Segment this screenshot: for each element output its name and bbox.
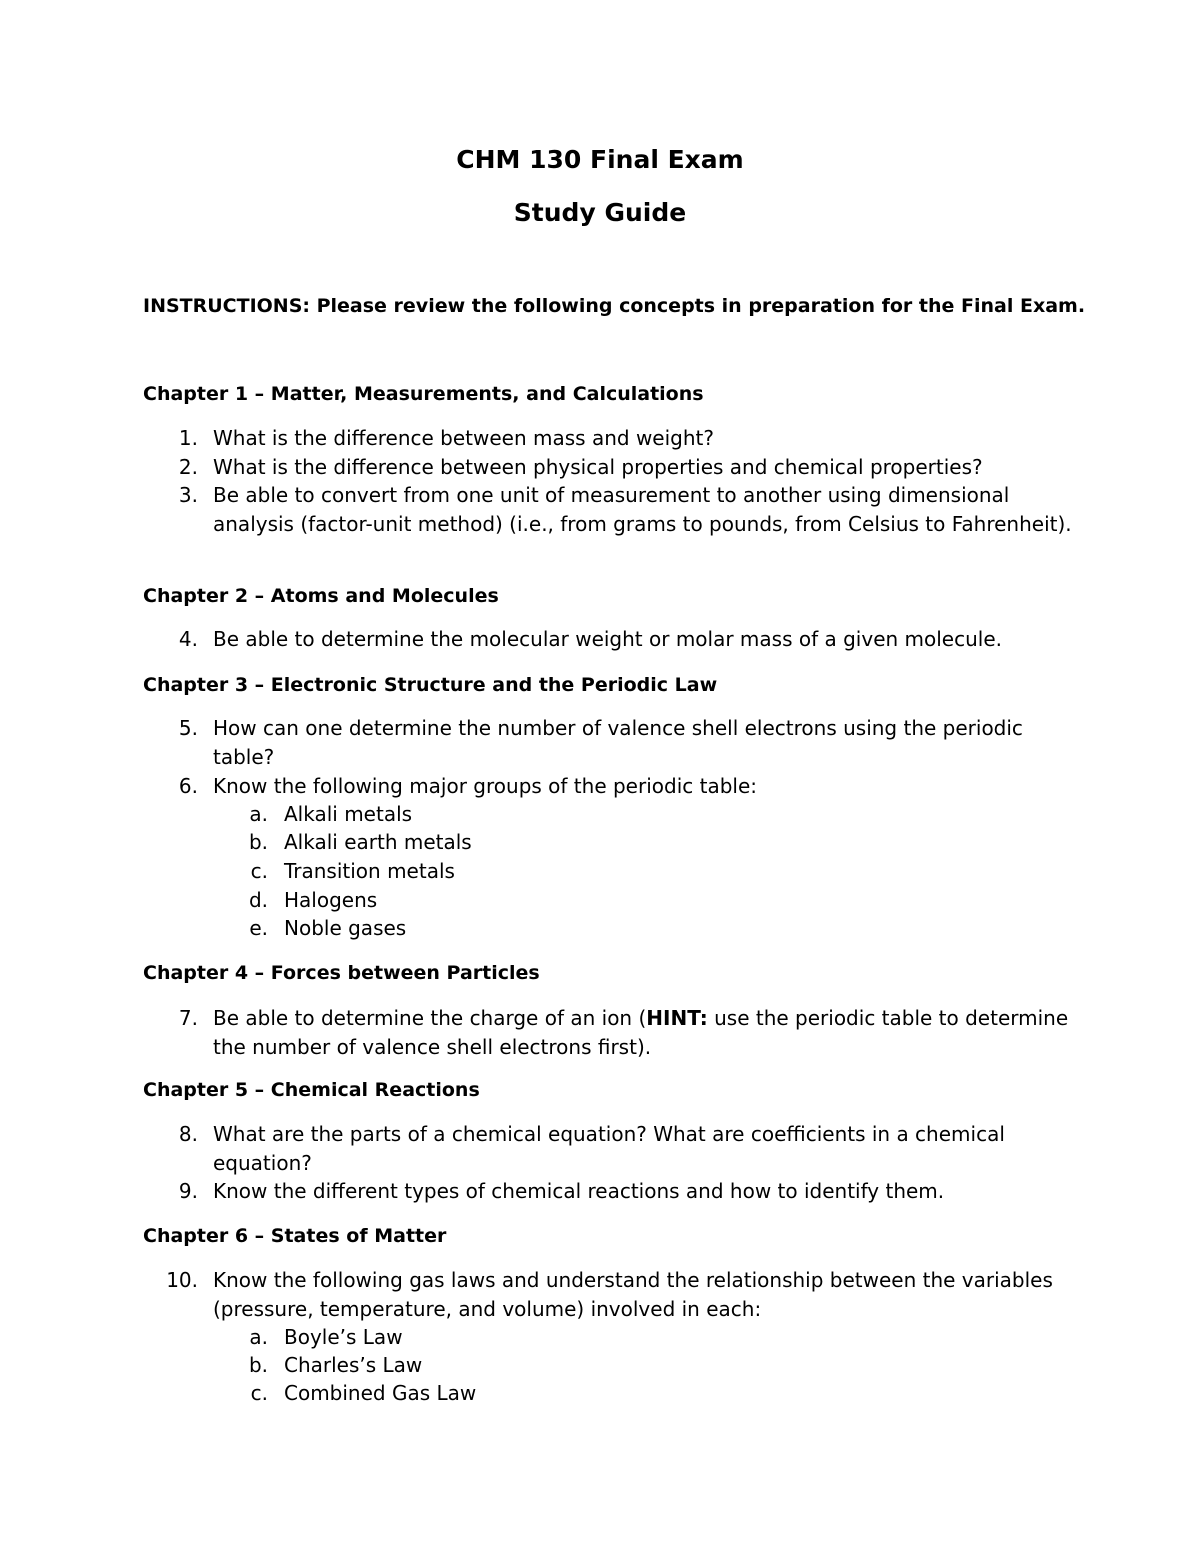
item-number: 4. xyxy=(178,627,198,651)
item-text-after-hint: use the periodic table to determine the number of valence shell electrons first). xyxy=(213,1006,1069,1059)
list-item xyxy=(0,625,1100,654)
instructions-text: INSTRUCTIONS: Please review the following concepts in preparation for the Final Exam. xyxy=(143,295,1086,317)
sub-list-item xyxy=(0,1323,900,1352)
list-item xyxy=(0,1177,1100,1206)
sub-list-item xyxy=(0,828,900,857)
item-text: What are the parts of a chemical equation? What are coefficients in a chemical equation? xyxy=(213,1122,1005,1175)
list-item xyxy=(0,481,1100,538)
list-item xyxy=(0,1266,1100,1323)
document-title: CHM 130 Final Exam xyxy=(456,145,744,174)
chapter-2-heading: Chapter 2 – Atoms and Molecules xyxy=(143,585,499,607)
item-number: 5. xyxy=(178,716,198,740)
item-text: Know the following major groups of the periodic table: xyxy=(213,774,757,798)
item-number: 3. xyxy=(178,483,198,507)
chapter-1-heading: Chapter 1 – Matter, Measurements, and Calculations xyxy=(143,383,704,405)
sub-list-item xyxy=(0,857,900,886)
sub-item-text: Alkali earth metals xyxy=(284,830,472,854)
sub-item-letter: a. xyxy=(249,802,268,826)
list-item xyxy=(0,453,1100,482)
item-text: Be able to determine the molecular weight or molar mass of a given molecule. xyxy=(213,627,1003,651)
item-text: Be able to convert from one unit of measurement to another using dimensional analysis (factor-unit method) (i.e., from grams to pounds, from Celsius to Fahrenheit). xyxy=(213,483,1072,536)
sub-list-item xyxy=(0,886,900,915)
sub-item-text: Transition metals xyxy=(284,859,455,883)
item-number: 10. xyxy=(166,1268,198,1292)
list-item xyxy=(0,772,1100,801)
item-text: What is the difference between mass and weight? xyxy=(213,426,714,450)
item-text-before-hint: Be able to determine the charge of an ion ( xyxy=(213,1006,647,1030)
document-subtitle: Study Guide xyxy=(513,198,687,227)
sub-item-text: Boyle’s Law xyxy=(284,1325,403,1349)
chapter-5-heading: Chapter 5 – Chemical Reactions xyxy=(143,1079,480,1101)
sub-item-text: Charles’s Law xyxy=(284,1353,423,1377)
item-text: How can one determine the number of valence shell electrons using the periodic table? xyxy=(213,716,1023,769)
sub-item-text: Combined Gas Law xyxy=(284,1381,477,1405)
list-item xyxy=(0,714,1100,771)
hint-label: HINT: xyxy=(646,1006,708,1030)
sub-item-letter: c. xyxy=(250,1381,268,1405)
chapter-3-heading: Chapter 3 – Electronic Structure and the Periodic Law xyxy=(143,674,718,696)
sub-item-letter: b. xyxy=(248,1353,268,1377)
chapter-4-heading: Chapter 4 – Forces between Particles xyxy=(143,962,540,984)
item-text: Know the following gas laws and understand the relationship between the variables (pressure, temperature, and volume) involved in each: xyxy=(213,1268,1053,1321)
sub-item-letter: a. xyxy=(249,1325,268,1349)
sub-item-text: Alkali metals xyxy=(284,802,413,826)
sub-item-text: Noble gases xyxy=(284,916,407,940)
item-number: 1. xyxy=(178,426,198,450)
list-item xyxy=(0,1004,1100,1061)
sub-item-letter: e. xyxy=(249,916,268,940)
item-text xyxy=(213,1004,1073,1061)
list-item xyxy=(0,424,1100,453)
sub-list-item xyxy=(0,1379,900,1408)
item-text: What is the difference between physical properties and chemical properties? xyxy=(213,455,983,479)
sub-item-text: Halogens xyxy=(284,888,378,912)
item-number: 8. xyxy=(178,1122,198,1146)
sub-list-item xyxy=(0,800,900,829)
item-number: 6. xyxy=(178,774,198,798)
item-text: Know the different types of chemical reactions and how to identify them. xyxy=(213,1179,945,1203)
list-item xyxy=(0,1120,1100,1177)
item-number: 2. xyxy=(178,455,198,479)
item-number: 9. xyxy=(178,1179,198,1203)
sub-item-letter: d. xyxy=(248,888,268,912)
sub-item-letter: b. xyxy=(248,830,268,854)
item-number: 7. xyxy=(178,1006,198,1030)
sub-list-item xyxy=(0,1351,900,1380)
chapter-6-heading: Chapter 6 – States of Matter xyxy=(143,1225,447,1247)
sub-list-item xyxy=(0,914,900,943)
sub-item-letter: c. xyxy=(250,859,268,883)
